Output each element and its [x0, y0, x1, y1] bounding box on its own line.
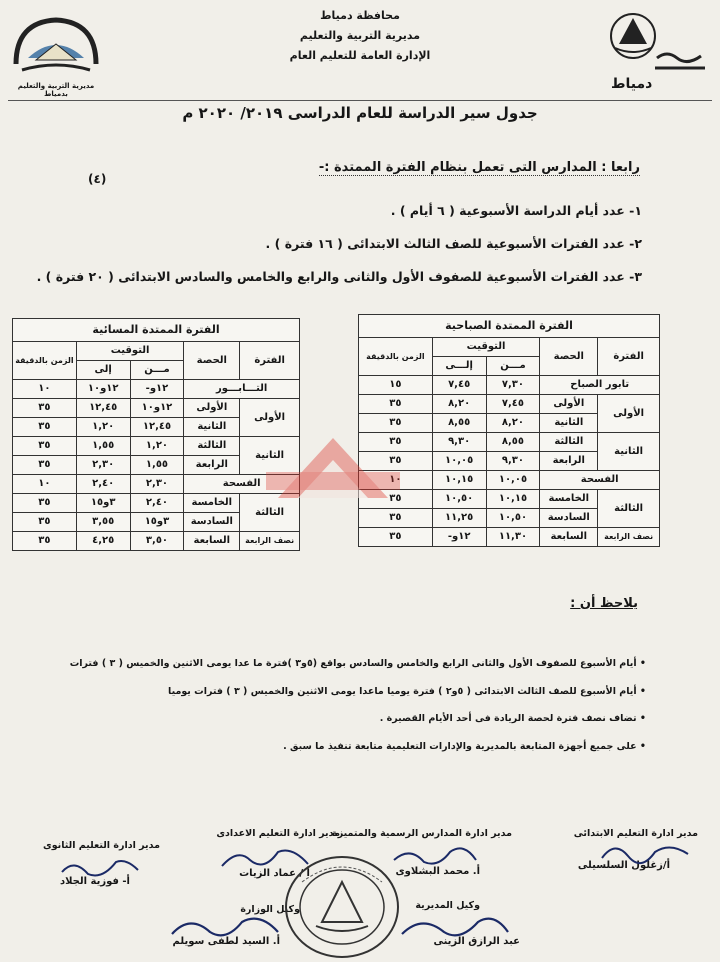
time-from: ٢,٣٠: [130, 475, 184, 494]
time-from: ١٠,٥٠: [486, 509, 540, 528]
signature-name-deputy: عبد الرازق الزينى: [433, 936, 520, 947]
time-to: ١٢,٤٥: [76, 399, 130, 418]
info-line-2: ٢- عدد الفترات الأسبوعية للصف الثالث الابتدائى ( ١٦ فترة ) .: [265, 236, 642, 251]
directorate-name: مديرية التربية والتعليم: [299, 29, 421, 42]
signature-title-private: مدير ادارة المدارس الرسمية والمتميزة: [332, 828, 512, 839]
time-to: ١,٥٥: [76, 437, 130, 456]
signature-name-secondary: أ- فوزية الجلاد: [59, 876, 130, 887]
table-title: الفترة الممتدة المسائية: [13, 319, 300, 342]
duration: ٣٥: [359, 452, 433, 471]
duration: ٣٥: [359, 414, 433, 433]
class-cell: الأولى: [540, 395, 598, 414]
notes-heading: يلاحظ أن :: [570, 596, 638, 611]
class-cell: الرابعة: [184, 456, 240, 475]
class-cell: السادسة: [184, 513, 240, 532]
note-item: • على جميع أجهزة المتابعة بالمديرية والإدارات التعليمية متابعة تنفيذ ما سبق .: [283, 741, 646, 752]
header-to: إلى: [76, 361, 130, 380]
period-cell: الأولى: [598, 395, 660, 433]
duration: ٣٥: [13, 437, 77, 456]
time-to: ٤,٢٥: [76, 532, 130, 551]
time-from: ١,٥٥: [130, 456, 184, 475]
signature-title-undersecretary: وكيل الوزارة: [240, 904, 300, 915]
official-seal: [282, 852, 402, 962]
signature-name-private: أ. محمد البشلاوى: [395, 866, 480, 877]
logo-right-text: دمياط: [611, 76, 653, 92]
table-row: [13, 532, 300, 551]
time-to: ٨,٢٠: [432, 395, 486, 414]
duration: ١٠: [13, 380, 77, 399]
time-to: ٣,٥٥: [76, 513, 130, 532]
duration: ٣٥: [359, 490, 433, 509]
time-to: ٨,٥٥: [432, 414, 486, 433]
header-period: الفترة: [240, 342, 300, 380]
signature-title-primary: مدير ادارة التعليم الابتدائى: [573, 828, 698, 839]
info-line-1: ١- عدد أيام الدراسة الأسبوعية ( ٦ أيام ) .: [390, 203, 642, 218]
section-heading: رابعا : المدارس التى تعمل بنظام الفترة الممتدة :-: [318, 160, 640, 175]
table-row: [359, 490, 660, 509]
directorate-logo: [6, 14, 106, 98]
class-cell: الثانية: [540, 414, 598, 433]
header-period: الفترة: [598, 338, 660, 376]
table-row: [359, 395, 660, 414]
table-title: الفترة الممتدة الصباحية: [359, 315, 660, 338]
header-class: الحصة: [184, 342, 240, 380]
duration: ٣٥: [359, 433, 433, 452]
break-label: الفسحة: [184, 475, 300, 494]
signature-title-prep: مدير ادارة التعليم الاعدادى: [216, 828, 340, 839]
letterhead: [0, 6, 720, 102]
administration-name: الإدارة العامة للتعليم العام: [289, 49, 431, 62]
time-from: ١٢و١٠: [130, 399, 184, 418]
document-title: جدول سير الدراسة للعام الدراسى ٢٠١٩/ ٢٠٢٠ م: [182, 104, 538, 122]
time-to: ٢,٣٠: [76, 456, 130, 475]
header-from: مـــن: [486, 357, 540, 376]
duration: ٣٥: [359, 528, 433, 547]
duration: ٣٥: [359, 395, 433, 414]
damietta-logo: [605, 10, 710, 92]
signature-name-undersecretary: أ. السيد لطفى سويلم: [172, 936, 280, 947]
time-from: ١٢,٤٥: [130, 418, 184, 437]
letterhead-text: [210, 6, 510, 66]
duration: ٣٥: [359, 509, 433, 528]
time-from: ٧,٤٥: [486, 395, 540, 414]
class-cell: الثانية: [184, 418, 240, 437]
signature-name-primary: أ/زغلول السلسيلى: [577, 860, 670, 871]
table-row: [13, 380, 300, 399]
table-row: [13, 399, 300, 418]
time-to: ١,٢٠: [76, 418, 130, 437]
evening-schedule-table: [12, 318, 300, 551]
class-cell: الأولى: [184, 399, 240, 418]
period-cell: نصف الرابعة: [598, 528, 660, 547]
period-cell: الثالثة: [598, 490, 660, 528]
time-to: ١٠,٠٥: [432, 452, 486, 471]
assembly-label: تابور الصباح: [540, 376, 660, 395]
note-item: • تضاف نصف فترة لحصة الريادة فى أحد الأيام القصيرة .: [380, 713, 646, 724]
duration: ١٠: [359, 471, 433, 490]
note-item: • أيام الأسبوع للصف الثالث الابتدائى ( ٥و٢ ) فترة يوميا ماعدا يومى الاثنين والخميس ( ٣ ) فترات يوميا: [168, 686, 646, 697]
governorate-name: محافظة دمياط: [320, 9, 400, 22]
time-from: ١,٢٠: [130, 437, 184, 456]
header-class: الحصة: [540, 338, 598, 376]
period-cell: نصف الرابعة: [240, 532, 300, 551]
period-cell: الثالثة: [240, 494, 300, 532]
class-cell: السادسة: [540, 509, 598, 528]
class-cell: الخامسة: [540, 490, 598, 509]
duration: ٣٥: [13, 399, 77, 418]
table-row: [359, 376, 660, 395]
time-from: ١١,٣٠: [486, 528, 540, 547]
time-from: ٨,٢٠: [486, 414, 540, 433]
time-from: ٨,٥٥: [486, 433, 540, 452]
class-cell: السابعة: [184, 532, 240, 551]
header-duration: الزمن بالدقيقة: [359, 338, 433, 376]
header-duration: الزمن بالدقيقة: [13, 342, 77, 380]
period-cell: الثانية: [598, 433, 660, 471]
class-cell: الثالثة: [184, 437, 240, 456]
logo-left-text: مديرية التربية والتعليم بدمياط: [17, 82, 95, 98]
time-to: ٢,٤٠: [76, 475, 130, 494]
break-label: الفسحة: [540, 471, 660, 490]
table-row: [359, 471, 660, 490]
duration: ١٥: [359, 376, 433, 395]
time-to: ١٢و-: [432, 528, 486, 547]
duration: ٣٥: [13, 532, 77, 551]
duration: ٣٥: [13, 494, 77, 513]
time-from: ٩,٣٠: [486, 452, 540, 471]
signature-name-prep: أ / عماد الزيات: [239, 868, 310, 879]
duration: ٣٥: [13, 418, 77, 437]
page-number: (٤): [88, 172, 107, 186]
info-line-3: ٣- عدد الفترات الأسبوعية للصفوف الأول والثانى والرابع والخامس والسادس الابتدائى ( ٢٠ فترة ) .: [36, 269, 642, 284]
header-to: إلـــى: [432, 357, 486, 376]
class-cell: الرابعة: [540, 452, 598, 471]
table-row: [13, 494, 300, 513]
time-to: ٣و١٥: [76, 494, 130, 513]
time-from: ١٢و-: [130, 380, 184, 399]
period-cell: الثانية: [240, 437, 300, 475]
morning-schedule-table: [358, 314, 660, 547]
duration: ٣٥: [13, 456, 77, 475]
class-cell: السابعة: [540, 528, 598, 547]
signature-title-secondary: مدير ادارة التعليم الثانوى: [42, 840, 160, 851]
time-from: ٣,٥٠: [130, 532, 184, 551]
class-cell: الثالثة: [540, 433, 598, 452]
time-to: ٧,٤٥: [432, 376, 486, 395]
time-from: ٣و١٥: [130, 513, 184, 532]
time-to: ١٢و١٠: [76, 380, 130, 399]
table-row: [359, 528, 660, 547]
time-to: ١١,٢٥: [432, 509, 486, 528]
time-from: ٢,٤٠: [130, 494, 184, 513]
time-from: ٧,٣٠: [486, 376, 540, 395]
duration: ٣٥: [13, 513, 77, 532]
header-from: مـــن: [130, 361, 184, 380]
class-cell: الخامسة: [184, 494, 240, 513]
time-from: ١٠,١٥: [486, 490, 540, 509]
table-row: [13, 475, 300, 494]
period-cell: الأولى: [240, 399, 300, 437]
header-divider: [8, 100, 712, 101]
time-to: ١٠,١٥: [432, 471, 486, 490]
time-to: ١٠,٥٠: [432, 490, 486, 509]
time-from: ١٠,٠٥: [486, 471, 540, 490]
time-to: ٩,٣٠: [432, 433, 486, 452]
duration: ١٠: [13, 475, 77, 494]
header-timing: التوقيت: [76, 342, 184, 361]
note-item: • أيام الأسبوع للصفوف الأول والثانى الرابع والخامس والسادس بواقع (٥و٣ )فترة ما عدا يومى الاثنين والخميس ( ٣ ) فترات: [70, 658, 646, 669]
assembly-label: التـــابـــور: [184, 380, 300, 399]
signature-title-deputy: وكيل المديرية: [415, 900, 480, 911]
table-row: [359, 433, 660, 452]
table-row: [13, 437, 300, 456]
header-timing: التوقيت: [432, 338, 540, 357]
